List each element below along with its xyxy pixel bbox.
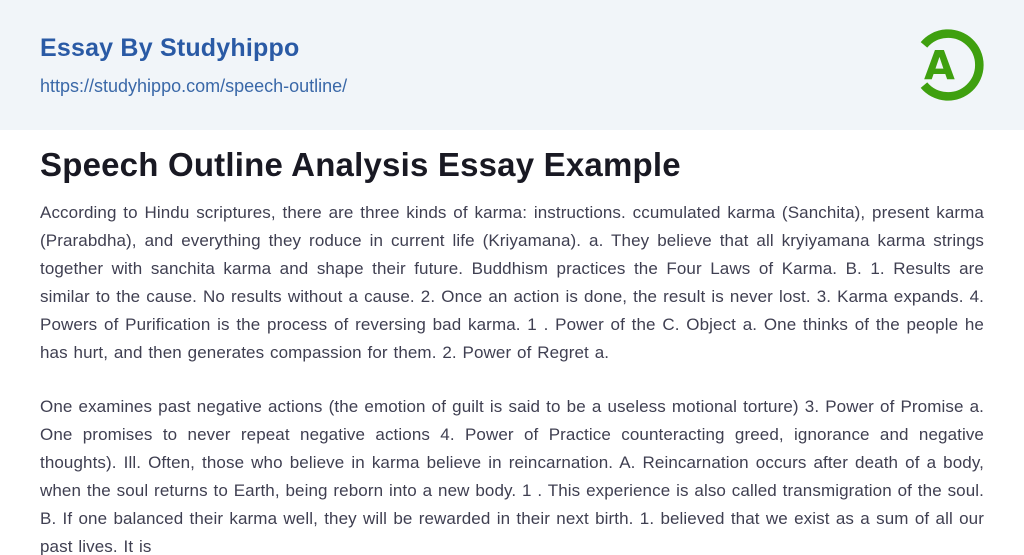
site-title: Essay By Studyhippo xyxy=(40,33,300,62)
header-text-block xyxy=(40,34,347,97)
open-circle-a-icon xyxy=(910,27,986,103)
essay-paragraph-2: One examines past negative actions (the emotion of guilt is said to be a useless motional torture) 3. Power of Promise a. One promises to never repeat negative actions 4. Power of Practice counteracting greed, ignorance and negative thoughts). Ill. Often, those who believe in karma believe in reincarnation. A. Reincarnation occurs after death of a body, when the soul returns to Earth, being reborn into a new body. 1 . This experience is also called transmigration of the soul. B. If one balanced their karma well, they will be rewarded in their next birth. 1. believed that we exist as a sum of all our past lives. It is xyxy=(40,397,984,555)
page-header xyxy=(0,0,1024,130)
studyhippo-logo xyxy=(910,27,986,103)
source-url-link[interactable]: https://studyhippo.com/speech-outline/ xyxy=(40,75,348,96)
essay-paragraph-1: According to Hindu scriptures, there are three kinds of karma: instructions. ccumulated karma (Sanchita), present karma (Prarabdha), and everything they roduce in current life (Kriyamana). a. They believe that all kryiyamana karma strings together with sanchita karma and shape their future. Buddhism practices the Four Laws of Karma. B. 1. Results are similar to the cause. No results without a cause. 2. Once an action is done, the result is never lost. 3. Karma expands. 4. Powers of Purification is the process of reversing bad karma. 1 . Power of the C. Object a. One thinks of the people he has hurt, and then generates compassion for them. 2. Power of Regret a. xyxy=(40,203,984,363)
article-title: Speech Outline Analysis Essay Example xyxy=(40,146,681,183)
logo-letter: A xyxy=(924,43,955,90)
article-body xyxy=(0,130,1024,555)
